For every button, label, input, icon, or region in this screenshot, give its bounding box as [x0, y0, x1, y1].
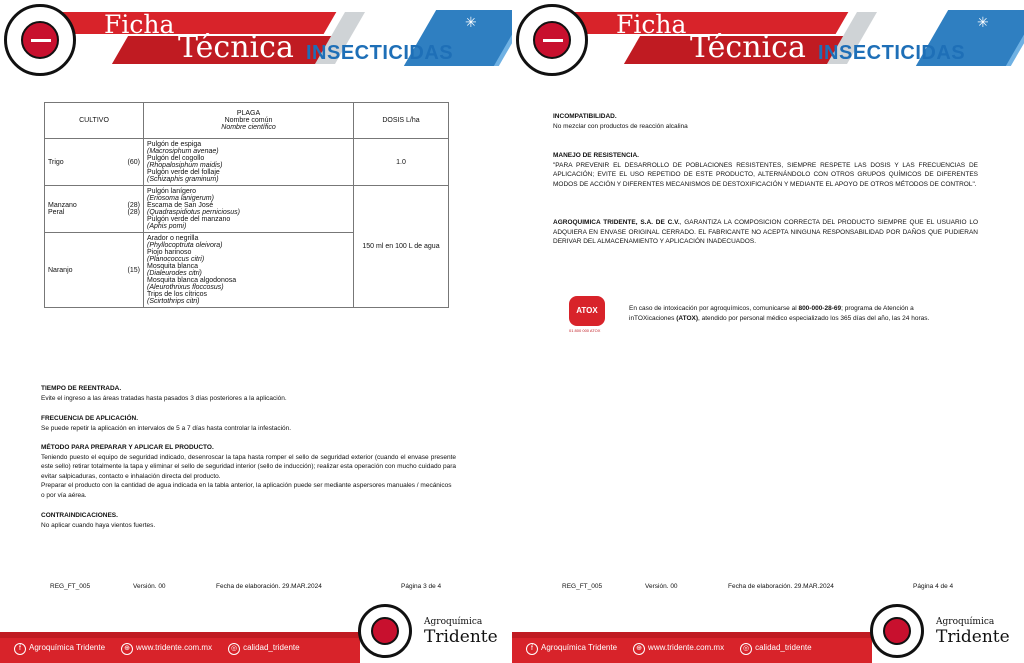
plaga-cell	[144, 233, 354, 308]
page-total: 4	[437, 583, 442, 590]
atox-logo	[563, 288, 613, 340]
crop-name: Trigo	[48, 158, 64, 166]
page-current: 3	[423, 583, 427, 590]
insect-icons: ✳	[977, 14, 989, 30]
pest-common: Mosquita blanca algodonosa	[147, 277, 237, 284]
version-value: 00	[670, 583, 678, 590]
instagram-label: calidad_tridente	[755, 643, 812, 652]
header	[0, 0, 512, 78]
pest-sci: (Planococcus citri)	[147, 256, 205, 263]
section-title: CONTRAINDICACIONES.	[41, 512, 118, 519]
atox-text: En caso de intoxicación por agroquímicos, comunicarse al	[629, 305, 799, 312]
atox-abbr: (ATOX)	[676, 314, 699, 322]
pest-sci: (Eriosoma lanigerum)	[147, 195, 214, 202]
calidad-tridente-logo	[4, 4, 76, 76]
plaga-cell	[144, 186, 354, 233]
brand-big: Tridente	[424, 627, 498, 647]
date-label: Fecha de elaboración.	[216, 583, 281, 590]
facebook-icon: f	[14, 643, 26, 655]
facebook-label: Agroquímica Tridente	[541, 643, 618, 652]
brand-small: Agroquímica	[424, 617, 483, 627]
section-text: No mezclar con productos de reacción alcalina	[553, 122, 688, 130]
footer-logo	[870, 604, 924, 658]
pest-common: Pulgón lanígero	[147, 188, 197, 195]
facebook-icon: f	[526, 643, 538, 655]
date-value: 29.MAR.2024	[794, 583, 834, 590]
incompatibilidad-section	[553, 112, 978, 131]
pest-common: Pulgón verde del follaje	[147, 169, 220, 176]
trident-icon	[21, 21, 59, 59]
atox-text: ; programa de Atención a inTOXicaciones	[629, 305, 914, 322]
date-label: Fecha de elaboración.	[728, 583, 793, 590]
doc-date	[216, 583, 322, 590]
crop-days: (60)	[127, 158, 140, 166]
pest-common: Pulgón verde del manzano	[147, 216, 231, 223]
crop-name: Naranjo	[48, 266, 73, 274]
brand-big: Tridente	[936, 627, 1010, 647]
pest-common: Arador o negrilla	[147, 235, 199, 242]
page-label: Página	[913, 583, 934, 590]
pest-sci: (Phyllocoptruta oleivora)	[147, 242, 223, 249]
trident-icon	[883, 617, 911, 645]
company-name: AGROQUIMICA TRIDENTE, S.A. DE C.V.	[553, 219, 680, 226]
doc-code: REG_FT_005	[50, 583, 91, 590]
globe-icon: ⊕	[633, 643, 645, 655]
instagram-label: calidad_tridente	[243, 643, 300, 652]
dose-cell: 1.0	[354, 139, 449, 186]
atox-text: , atendido por personal médico especializado los 365 días del año, las 24 horas.	[698, 314, 930, 322]
instagram-icon: ◎	[228, 643, 240, 655]
page-total: 4	[949, 583, 954, 590]
section-title: TIEMPO DE REENTRADA.	[41, 385, 122, 392]
header-category: INSECTICIDAS	[818, 42, 966, 64]
section-text: Se puede repetir la aplicación en intervalos de 5 a 7 días hasta controlar la infestación.	[41, 424, 292, 432]
pest-sci: (Schizaphis graminum)	[147, 176, 219, 183]
section-text: Preparar el producto con la cantidad de agua indicada en la tabla anterior, la aplicación puede ser mediante aspersores manuales / mecánicos o por vía aérea.	[41, 482, 452, 499]
pest-sci: (Quadraspidiotus perniciosus)	[147, 209, 240, 216]
section-title: MÉTODO PARA PREPARAR Y APLICAR EL PRODUCTO.	[41, 444, 214, 451]
doc-date	[728, 583, 834, 590]
page-number	[913, 583, 953, 590]
trident-icon	[533, 21, 571, 59]
crop-name: Peral	[48, 209, 65, 216]
web-label: www.tridente.com.mx	[648, 643, 725, 652]
table-row	[45, 186, 449, 233]
pest-common: Pulgón de espiga	[147, 141, 202, 148]
dosage-table	[44, 102, 449, 308]
version-label: Versión.	[133, 583, 157, 590]
col-plaga-title: PLAGA	[236, 110, 261, 117]
reentrada-section	[41, 384, 456, 403]
facebook-link[interactable]	[526, 643, 617, 655]
col-plaga	[144, 103, 354, 139]
pest-sci: (Dialeurodes citri)	[147, 270, 202, 277]
pest-sci: (Scirtothrips citri)	[147, 298, 200, 305]
section-text: No aplicar cuando haya vientos fuertes.	[41, 521, 156, 529]
header-ficha: Ficha	[616, 10, 687, 39]
brand-small: Agroquímica	[936, 617, 995, 627]
facebook-label: Agroquímica Tridente	[29, 643, 106, 652]
version-label: Versión.	[645, 583, 669, 590]
header	[512, 0, 1024, 78]
table-row	[45, 139, 449, 186]
col-plaga-scientific: Nombre científico	[221, 124, 276, 131]
pest-common: Mosquita blanca	[147, 263, 198, 270]
footer-bar	[512, 630, 872, 663]
trident-icon	[371, 617, 399, 645]
facebook-link[interactable]	[14, 643, 105, 655]
instagram-icon: ◎	[740, 643, 752, 655]
atox-stop-icon: ATOX	[569, 296, 605, 326]
header-ficha: Ficha	[104, 10, 175, 39]
cultivo-cell	[45, 139, 144, 186]
metodo-section	[41, 443, 456, 500]
crop-days: (28)	[127, 209, 140, 216]
header-category: INSECTICIDAS	[306, 42, 454, 64]
globe-icon: ⊕	[121, 643, 133, 655]
instagram-link[interactable]	[228, 643, 299, 655]
instagram-link[interactable]	[740, 643, 811, 655]
calidad-tridente-logo	[516, 4, 588, 76]
section-title: FRECUENCIA DE APLICACIÓN.	[41, 415, 139, 422]
page-current: 4	[935, 583, 939, 590]
section-text: "PARA PREVENIR EL DESARROLLO DE POBLACIONES RESISTENTES, SIEMPRE RESPETE LAS DOSIS Y LAS FRECUENCIAS DE APLICACIÓN; EVITE EL USO REPETIDO DE ESTE PRODUCTO, ALTERNÁNDOLO CON OTROS GRUPOS QUÍMICOS DE DIFERENTES MODOS DE ACCIÓN Y DIFERENTES MECANISMOS DE DESTOXIFICACIÓN Y MEDIANTE EL APOYO DE OTROS MÉTODOS DE CONTROL".	[553, 161, 978, 188]
col-plaga-common: Nombre común	[224, 117, 273, 124]
atox-section	[629, 304, 959, 323]
footer-bar	[0, 630, 360, 663]
footer-logo	[358, 604, 412, 658]
cultivo-cell	[45, 186, 144, 233]
doc-code: REG_FT_005	[562, 583, 603, 590]
col-cultivo: CULTIVO	[45, 103, 144, 139]
version-value: 00	[158, 583, 166, 590]
web-label: www.tridente.com.mx	[136, 643, 213, 652]
cultivo-cell	[45, 233, 144, 308]
col-dosis: DOSIS L/ha	[354, 103, 449, 139]
page-4	[512, 0, 1024, 663]
section-text: , GARANTIZA LA COMPOSICION CORRECTA DEL PRODUCTO SIEMPRE QUE EL USUARIO LO ADQUIERA EN ENVASE ORIGINAL CERRADO. EL FABRICANTE NO ACEPTA NINGUNA RESPONSABILIDAD POR DAÑOS QUE PUDIERAN DERIVAR DEL ALMACENAMIENTO Y APLICACIÓN INADECUADOS.	[553, 219, 978, 245]
web-link[interactable]	[121, 643, 212, 655]
doc-version	[645, 583, 678, 590]
pest-sci: (Aphis pomi)	[147, 223, 187, 230]
contraindicaciones-section	[41, 511, 456, 530]
pest-common: Piojo harinoso	[147, 249, 192, 256]
frecuencia-section	[41, 414, 456, 433]
insect-icons: ✳	[465, 14, 477, 30]
pest-common: Escama de San José	[147, 202, 214, 209]
dose-cell: 150 ml en 100 L de agua	[354, 186, 449, 308]
header-tecnica: Técnica	[690, 30, 806, 65]
web-link[interactable]	[633, 643, 724, 655]
pest-common: Pulgón del cogollo	[147, 155, 205, 162]
plaga-cell	[144, 139, 354, 186]
manejo-section	[553, 151, 978, 189]
page-label: Página	[401, 583, 422, 590]
pest-common: Trips de los cítricos	[147, 291, 208, 298]
doc-version	[133, 583, 166, 590]
garantia-section	[553, 218, 978, 247]
pest-sci: (Rhopalosiphum maidis)	[147, 162, 223, 169]
pest-sci: (Macrosiphum avenae)	[147, 148, 219, 155]
atox-phone: 800-000-28-69	[798, 305, 842, 312]
section-title: MANEJO DE RESISTENCIA.	[553, 152, 639, 159]
section-title: INCOMPATIBILIDAD.	[553, 113, 617, 120]
crop-days: (28)	[127, 202, 140, 209]
crop-name: Manzano	[48, 202, 77, 209]
atox-phone-small: 01 800 000 ATOX	[569, 328, 601, 333]
page-of: de	[940, 583, 948, 590]
header-tecnica: Técnica	[178, 30, 294, 65]
section-text: Evite el ingreso a las áreas tratadas hasta pasados 3 días posteriores a la aplicación.	[41, 394, 287, 402]
crop-days: (15)	[127, 266, 140, 274]
page-of: de	[428, 583, 436, 590]
page-number	[401, 583, 441, 590]
section-text: Teniendo puesto el equipo de seguridad indicado, desenroscar la tapa hasta romper el sello de seguridad exterior (cuando el envase presente este sello) retirar totalmente la tapa y eliminar el sello de seguridad interior (sello de inducción); realizar esta operación con mucho cuidado para evitar salpicaduras, contacto e inhalación directa del producto.	[41, 453, 456, 480]
date-value: 29.MAR.2024	[282, 583, 322, 590]
pest-sci: (Aleurothrixus floccosus)	[147, 284, 224, 291]
